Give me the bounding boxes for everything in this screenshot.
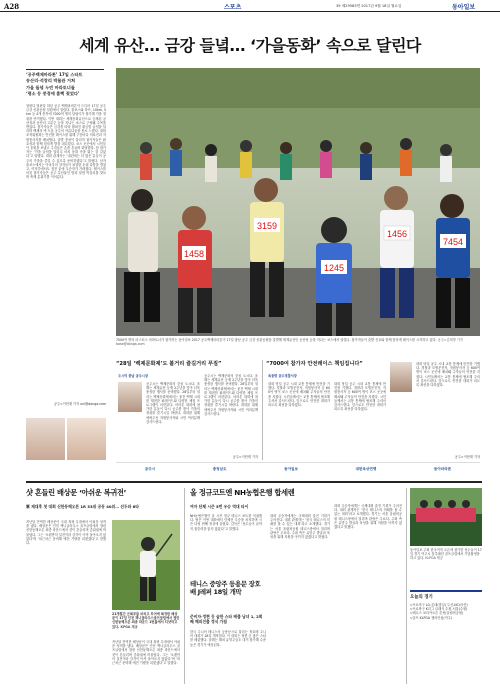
main-headline: 세계 유산… 금강 들녘… ‘가을동화’ 속으로 달린다 [79, 36, 421, 55]
bottom-mid-body-4: 대회 우승자에게는 국제대회 출전 기회가 주어진다. 대회 관계자는 ‘한국 테니스의 미래를 볼 수 있는 대회’라고 소개했다. 경기는 서울 올림픽공원 테니스장에서 열리며 관람은 무료다. 주최 측은 유망주 발굴과 육성을 위해 지원을 아끼지 않겠다고 밝혔다. [334, 504, 402, 530]
sponsor-logo: 공주시 [144, 467, 156, 471]
dateline: 39 제29585면 2017년 9월 18일 월요일 [336, 4, 402, 8]
bottom-left-body: 지난달 전역한 배상문이 국내 복귀 무대에서 아쉬운 성적을 냈다. 배상문은 인천 잭니클라우스 골프클럽에서 열린 신한동해오픈 최종 라운드에서 샷이 흔들리며 중위권에 머물렀다. 그는 ‘오랜만의 실전이라 감각이 아직 돌아오지 않았다’며 ‘차근차근 준비해 예전 기량을 되찾겠다’고 말했다. [26, 520, 106, 546]
bottom-mid-body: NH농협은행이 올 시즌 정규 테니스 코트를 석권했다. 팀은 이번 대회에서 단체전 우승을 차지하며 시즌 다섯 번째 정상에 올랐다. 감독은 ‘선수들이 끝까지 집중력을 잃지 않았다’고 말했다. [190, 514, 262, 531]
mid-story-a-body-cont: 공주시는 백제문화의 중심 도시다. 올해는 세계유산 등재 2주년을 맞아 더욱 풍성한 행사를 준비했다. 28일부터 열리는 백제문화제에서는 웅진 백제 시대를 재현한 퍼레이드와 다양한 체험 프로그램이 마련된다. 마라톤 대회에 참가한 분들이 다시 공주를 찾아 가을의 정취를 즐기시길 바란다. 대회를 위해 애써주신 자원봉사자와 시민 여러분께 감사드린다. [204, 374, 258, 416]
deck-line: ‘공주백제마라톤’ 17일 스타트 [26, 72, 83, 77]
mid-story-b-body-side: 대회 당일 공주 시내 교통 통제에 만전을 기했다. 경찰과 모범운전자, 자원봉사자 등 600여 명이 코스 곳곳에 배치돼 주자들의 안전을 지켰다. 시민들께서는 교통 통제에 협조해 주셔서 감사드린다. 앞으로도 안전한 대회가 되도록 최선을 다하겠다. [416, 362, 480, 388]
page-header [0, 0, 500, 12]
group-illustration [410, 488, 482, 546]
mid-story-b-body-cont: 대회 당일 공주 시내 교통 통제에 만전을 기했다. 경찰과 모범운전자, 자원봉사자 등 600여 명이 코스 곳곳에 배치돼 주자들의 안전을 지켰다. 시민들께서는 교통 통제에 협조해 주셔서 감사드린다. 앞으로도 안전한 대회가 되도록 최선을 다하겠다. [334, 382, 386, 412]
story-body-left: 열린다 열린다 하던 공주 백제마라톤이 드디어 17일 공주 금강 신관공원 일원에서 열렸다. 풀코스와 하프, 10km, 5km 등 4개 종목에 7000여 명의 달림이가 참가해 가을 정취를 만끽했다. 이번 대회는 세계문화유산으로 등재된 공산성과 송산리 고분군 등을 지나는 코스로 구성돼 주목을 받았다. 참가자들은 금강을 따라 펼쳐진 황금빛 들녘을 달리며 백제의 옛 도읍 공주의 아름다움을 몸소 느꼈다. 대회 조직위원회는 안전한 레이스를 위해 구간마다 의료진과 자원봉사자를 배치했다. 출발 총성이 울리자 참가자들은 환호성과 함께 힘차게 발을 내디뎠다. 코스 곳곳에서 시민들이 응원을 보냈고 주자들은 손을 흔들며 화답했다. 한 참가자는 ‘가을 들녘을 달리니 마치 동화 속을 뛰는 것 같았다’고 말했다. 대회 관계자는 ‘내년에는 더 많은 분들이 공주의 가을을 즐길 수 있도록 준비하겠다’고 밝혔다. 남자 풀코스에서는 아마추어 강자들이 치열한 순위 다툼을 벌였고, 여자부에서도 접전 끝에 우승자가 가려졌다. 레이스를 마친 참가자들은 공주 특산물인 밤과 알밤 막걸리를 맛보며 축제 분위기를 이어갔다. [26, 104, 106, 180]
bib-number: 7454 [442, 237, 464, 247]
deck-line: ‘평소 등 풍경에 흠뻑 젖었다’ [26, 91, 80, 97]
runners-illustration [116, 68, 480, 336]
bottom-right-photo-credit: KLPGA 제공 [425, 556, 443, 561]
deck-rule [26, 69, 104, 70]
schedule-item: ▽골프 KLPGA 챔피언십(여주) [410, 615, 453, 620]
sponsor-logo: 충청남도 [212, 467, 227, 471]
official-photo [118, 382, 142, 412]
schedule-item: ▽프로축구 K리그 클래식 수원-서울(수원) [410, 607, 468, 612]
bottom-right-caption-text: 동아일보 주최 한국여자 오픈에 참가한 선수들이 17일 경기 여주시 블루헤런 골프클럽에서 기념촬영을 하고 있다. [410, 548, 482, 561]
photo-caption [116, 338, 480, 346]
photo-credit: 공주=김재명 기자 base@donga.com [116, 338, 463, 347]
bottom-mid-headline-2: 테니스 중앙주 등용문 장호배 J레퍼 18일 개막 [190, 580, 261, 596]
schedule-item: ▽테니스 코리아오픈 본선(올림픽공원) [410, 611, 464, 616]
bottom-mid-body-2: 한국 주니어 테니스의 등용문으로 불리는 장호배 주니어 대회가 18일 개막한다. 이 대회는 정현 등 많은 스타를 배출했다. 올해는 해외 유망주들도 대거 참가해 수준 높은 경기가 예상된다. [190, 630, 266, 647]
reporter-photo [67, 418, 106, 460]
official-photo [390, 362, 412, 392]
mid-story-a-body: 공주시는 백제문화의 중심 도시다. 올해는 세계유산 등재 2주년을 맞아 더욱 풍성한 행사를 준비했다. 28일부터 열리는 백제문화제에서는 웅진 백제 시대를 재현한 퍼레이드와 다양한 체험 프로그램이 마련된다. 마라톤 대회에 참가한 분들이 다시 공주를 찾아 가을의 정취를 즐기시길 바란다. 대회를 위해 애써주신 자원봉사자와 시민 여러분께 감사드린다. [146, 382, 200, 424]
bottom-mid-sub-2: 준비자·정현 등 숱한 스타 배출 남녀 1, 2회째 해외진출 정식 가점 [190, 614, 263, 624]
golfer-illustration [112, 520, 180, 610]
reporter-photo [26, 418, 65, 460]
bottom-left-headline: 샷 흔들린 배상문 ‘아쉬운 복귀전’ [26, 488, 127, 497]
column-divider [184, 488, 185, 684]
bottom-left-caption-text: 21개월간 군복무를 마치고 투어에 복귀한 배상문이 17일 인천 잭니클라우스골프클럽에서 열린 신한동해오픈 최종 라운드 1번홀에서 티샷하고 있다. [112, 612, 180, 629]
story-deck [26, 72, 104, 98]
section-rule [26, 481, 482, 483]
deck-line: 가을 들녘 누빈 마라토너들 [26, 84, 75, 90]
column-divider [406, 488, 407, 684]
mid-story-b-body: 대회 당일 공주 시내 교통 통제에 만전을 기했다. 경찰과 모범운전자, 자원봉사자 등 600여 명이 코스 곳곳에 배치돼 주자들의 안전을 지켰다. 시민들께서는 교통 통제에 협조해 주셔서 감사드린다. 앞으로도 안전한 대회가 되도록 최선을 다하겠다. [268, 382, 330, 408]
photo-caption-text: 7000여 명의 마스터스 마라토너가 참가하는 동아일보 2017 공주백제마라톤이 17일 충남 공주 금강 신관공원을 출발해 세계유산인 공산성 등을 지나는 코스에서 열렸다. 참가자들이 출발 신호와 함께 힘차게 레이스를 시작하고 있다. [116, 338, 437, 342]
marathon-photo [116, 68, 480, 336]
schedule-item: ▽프로야구 LG-롯데(잠실) 두산-NC(마산) [410, 603, 468, 607]
column-divider [262, 360, 263, 460]
story-byline: 공주=이헌재 기자 uni@donga.com [53, 402, 106, 406]
mid-story-a-label: 오시덕 충남 공주시장 [118, 374, 148, 378]
bib-number: 3159 [256, 221, 278, 231]
reporter-photos [26, 418, 106, 460]
bottom-left-photo-credit: KPGA 제공 [120, 624, 138, 629]
bottom-mid-headline: 올 정규코트엔 NH농협은행 합세렌 [190, 488, 295, 497]
mid-story-b-title: “7000여 참가자 안전레이스 책임집니다” [266, 361, 363, 367]
sponsor-strip [116, 462, 480, 476]
bottom-left-sub: 軍 제대후 첫 대회 신한동해오픈 1R 33위 공동 40위… 선두와 8타 [26, 504, 139, 509]
bottom-left-body-cont: 지난달 전역한 배상문이 국내 복귀 무대에서 아쉬운 성적을 냈다. 배상문은 인천 잭니클라우스 골프클럽에서 열린 신한동해오픈 최종 라운드에서 샷이 흔들리며 중위권에 머물렀다. 그는 ‘오랜만의 실전이라 감각이 아직 돌아오지 않았다’며 ‘차근차근 준비해 예전 기량을 되찾겠다’고 말했다. [112, 640, 180, 666]
section-name: 스포츠 [224, 4, 242, 11]
golfer-photo [112, 520, 180, 610]
sponsor-logo: 대한육상연맹 [355, 467, 377, 471]
bottom-mid-sub: 여자 단체 시즌 5번 우승 역대 타이 [190, 504, 249, 509]
schedule-box [410, 590, 482, 685]
schedule-title: 오늘의 경기 [410, 595, 433, 600]
deck-line: 송산리·석장리 박물관 거쳐 [26, 78, 76, 84]
sponsor-logo: 동아일보 [284, 467, 298, 471]
bottom-right-caption [410, 548, 482, 561]
mid-story-a-byline: 공주=이헌재 기자 [232, 455, 258, 459]
bib-number: 1456 [386, 229, 408, 239]
bottom-mid-body-3: 대회 우승자에게는 국제대회 출전 기회가 주어진다. 대회 관계자는 ‘한국 테니스의 미래를 볼 수 있는 대회’라고 소개했다. 경기는 서울 올림픽공원 테니스장에서 열리며 관람은 무료다. 주최 측은 유망주 발굴과 육성을 위해 지원을 아끼지 않겠다고 밝혔다. [270, 514, 330, 540]
newspaper-brand: 동아일보 [452, 4, 476, 11]
bottom-left-caption [112, 612, 180, 629]
mid-story-a-title: “28일 ‘백제문화제’도 볼거리 즐길거리 푸짐” [116, 361, 222, 367]
page-number: A28 [4, 2, 20, 11]
golf-group-photo [410, 488, 482, 546]
sponsor-logo: 동아마라톤 [433, 467, 452, 471]
bib-number: 1458 [183, 249, 205, 259]
mid-story-b-label: 육종명 공주경찰서장 [268, 374, 297, 378]
bib-number: 1245 [323, 263, 345, 273]
mid-story-b-byline: 공주=이헌재 기자 [454, 455, 480, 459]
